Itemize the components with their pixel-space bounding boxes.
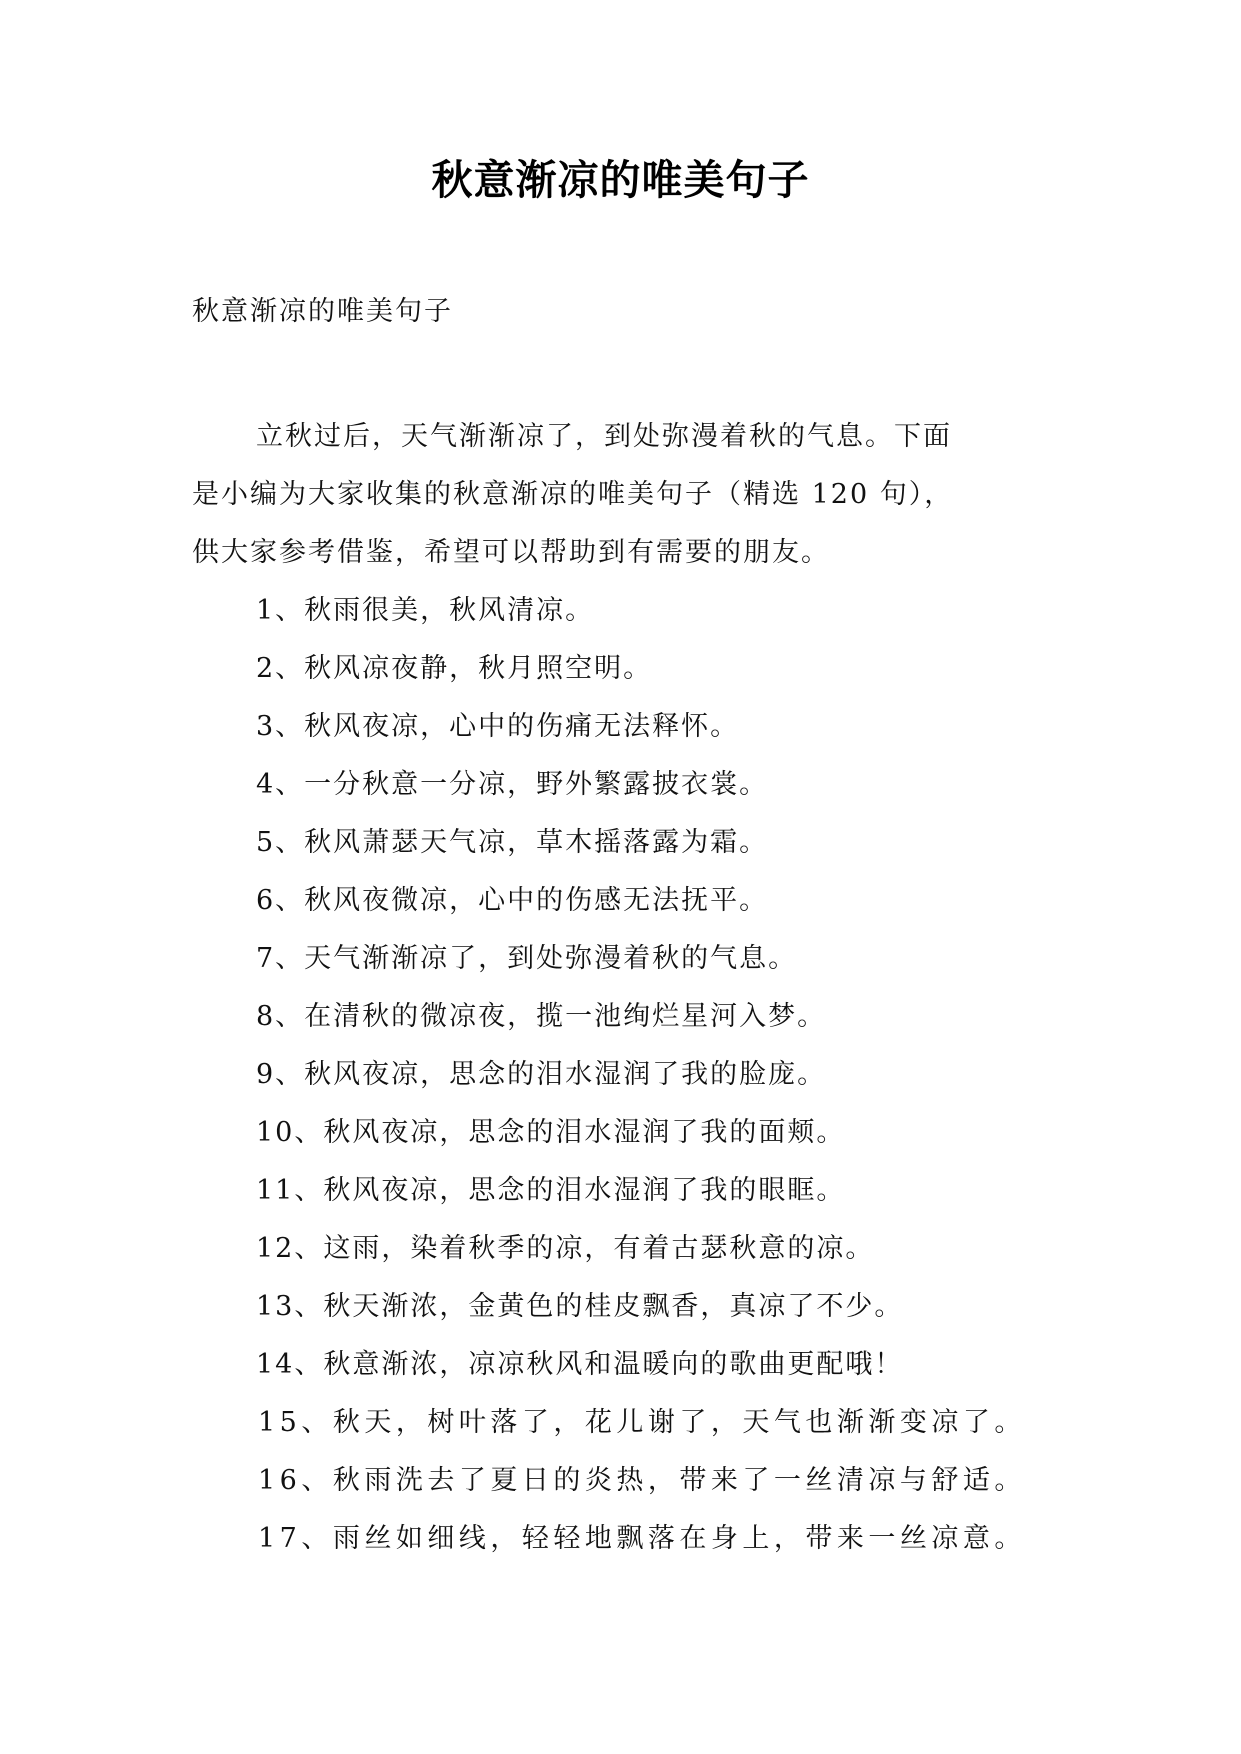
document-subtitle: 秋意渐凉的唯美句子	[192, 296, 453, 327]
document-title: 秋意渐凉的唯美句子	[431, 156, 810, 204]
list-item: 13、秋天渐浓，金黄色的桂皮飘香，真凉了不少。	[256, 1291, 904, 1322]
list-item: 3、秋风夜凉，心中的伤痛无法释怀。	[256, 711, 740, 742]
list-item: 11、秋风夜凉，思念的泪水湿润了我的眼眶。	[256, 1175, 846, 1206]
sentence-list	[256, 582, 1026, 1568]
list-item: 8、在清秋的微凉夜，揽一池绚烂星河入梦。	[256, 1001, 827, 1032]
list-item: 2、秋风凉夜静，秋月照空明。	[256, 653, 653, 684]
list-item: 12、这雨，染着秋季的凉，有着古瑟秋意的凉。	[256, 1233, 875, 1264]
intro-line: 供大家参考借鉴，希望可以帮助到有需要的朋友。	[192, 537, 830, 568]
list-item: 16、秋雨洗去了夏日的炎热，带来了一丝清凉与舒适。	[258, 1465, 1026, 1496]
list-item: 4、一分秋意一分凉，野外繁露披衣裳。	[256, 769, 769, 800]
list-item: 10、秋风夜凉，思念的泪水湿润了我的面颊。	[256, 1117, 846, 1148]
list-item: 7、天气渐渐凉了，到处弥漫着秋的气息。	[256, 943, 798, 974]
list-item: 5、秋风萧瑟天气凉，草木摇落露为霜。	[256, 827, 769, 858]
intro-line: 是小编为大家收集的秋意渐凉的唯美句子（精选 120 句），	[192, 479, 954, 510]
list-item: 14、秋意渐浓，凉凉秋风和温暖向的歌曲更配哦！	[256, 1349, 904, 1380]
list-item: 6、秋风夜微凉，心中的伤感无法抚平。	[256, 885, 769, 916]
list-item: 9、秋风夜凉，思念的泪水湿润了我的脸庞。	[256, 1059, 827, 1090]
intro-paragraph	[192, 408, 1052, 582]
intro-line: 立秋过后，天气渐渐凉了，到处弥漫着秋的气息。下面	[256, 421, 952, 452]
list-item: 1、秋雨很美，秋风清凉。	[256, 595, 595, 626]
list-item: 17、雨丝如细线，轻轻地飘落在身上，带来一丝凉意。	[258, 1523, 1026, 1554]
list-item: 15、秋天，树叶落了，花儿谢了，天气也渐渐变凉了。	[258, 1407, 1026, 1438]
